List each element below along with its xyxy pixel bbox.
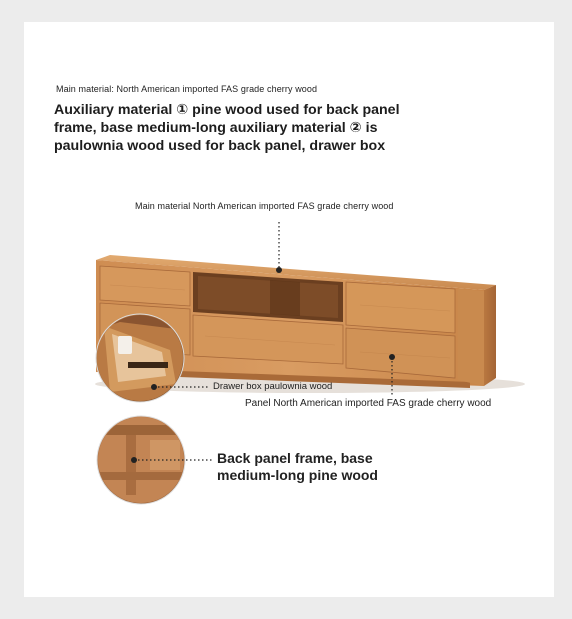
callout-panel-label: Panel North American imported FAS grade cherry wood xyxy=(245,398,492,409)
callout-top-dot xyxy=(276,267,282,273)
callout-drawer-label: Drawer box paulownia wood xyxy=(213,381,333,392)
aux-material-line-3: paulownia wood used for back panel, drawer box xyxy=(54,138,386,154)
callout-backpanel-line-1: Back panel frame, base xyxy=(217,450,373,466)
callout-backpanel-line-2: medium-long pine wood xyxy=(217,467,378,483)
cabinet-side xyxy=(484,285,496,386)
aux-material-line-2: frame, base medium-long auxiliary material ② is xyxy=(54,120,378,136)
callout-drawer-dot xyxy=(151,384,157,390)
main-material-text: Main material: North American imported FAS grade cherry wood xyxy=(56,84,318,94)
aux-material-line-1: Auxiliary material ① pine wood used for back panel xyxy=(54,102,400,118)
callout-panel-dot xyxy=(389,354,395,360)
drawer-upper-left xyxy=(100,266,190,306)
callout-backpanel-dot xyxy=(131,457,137,463)
callout-top-label: Main material North American imported FAS grade cherry wood xyxy=(135,201,394,211)
